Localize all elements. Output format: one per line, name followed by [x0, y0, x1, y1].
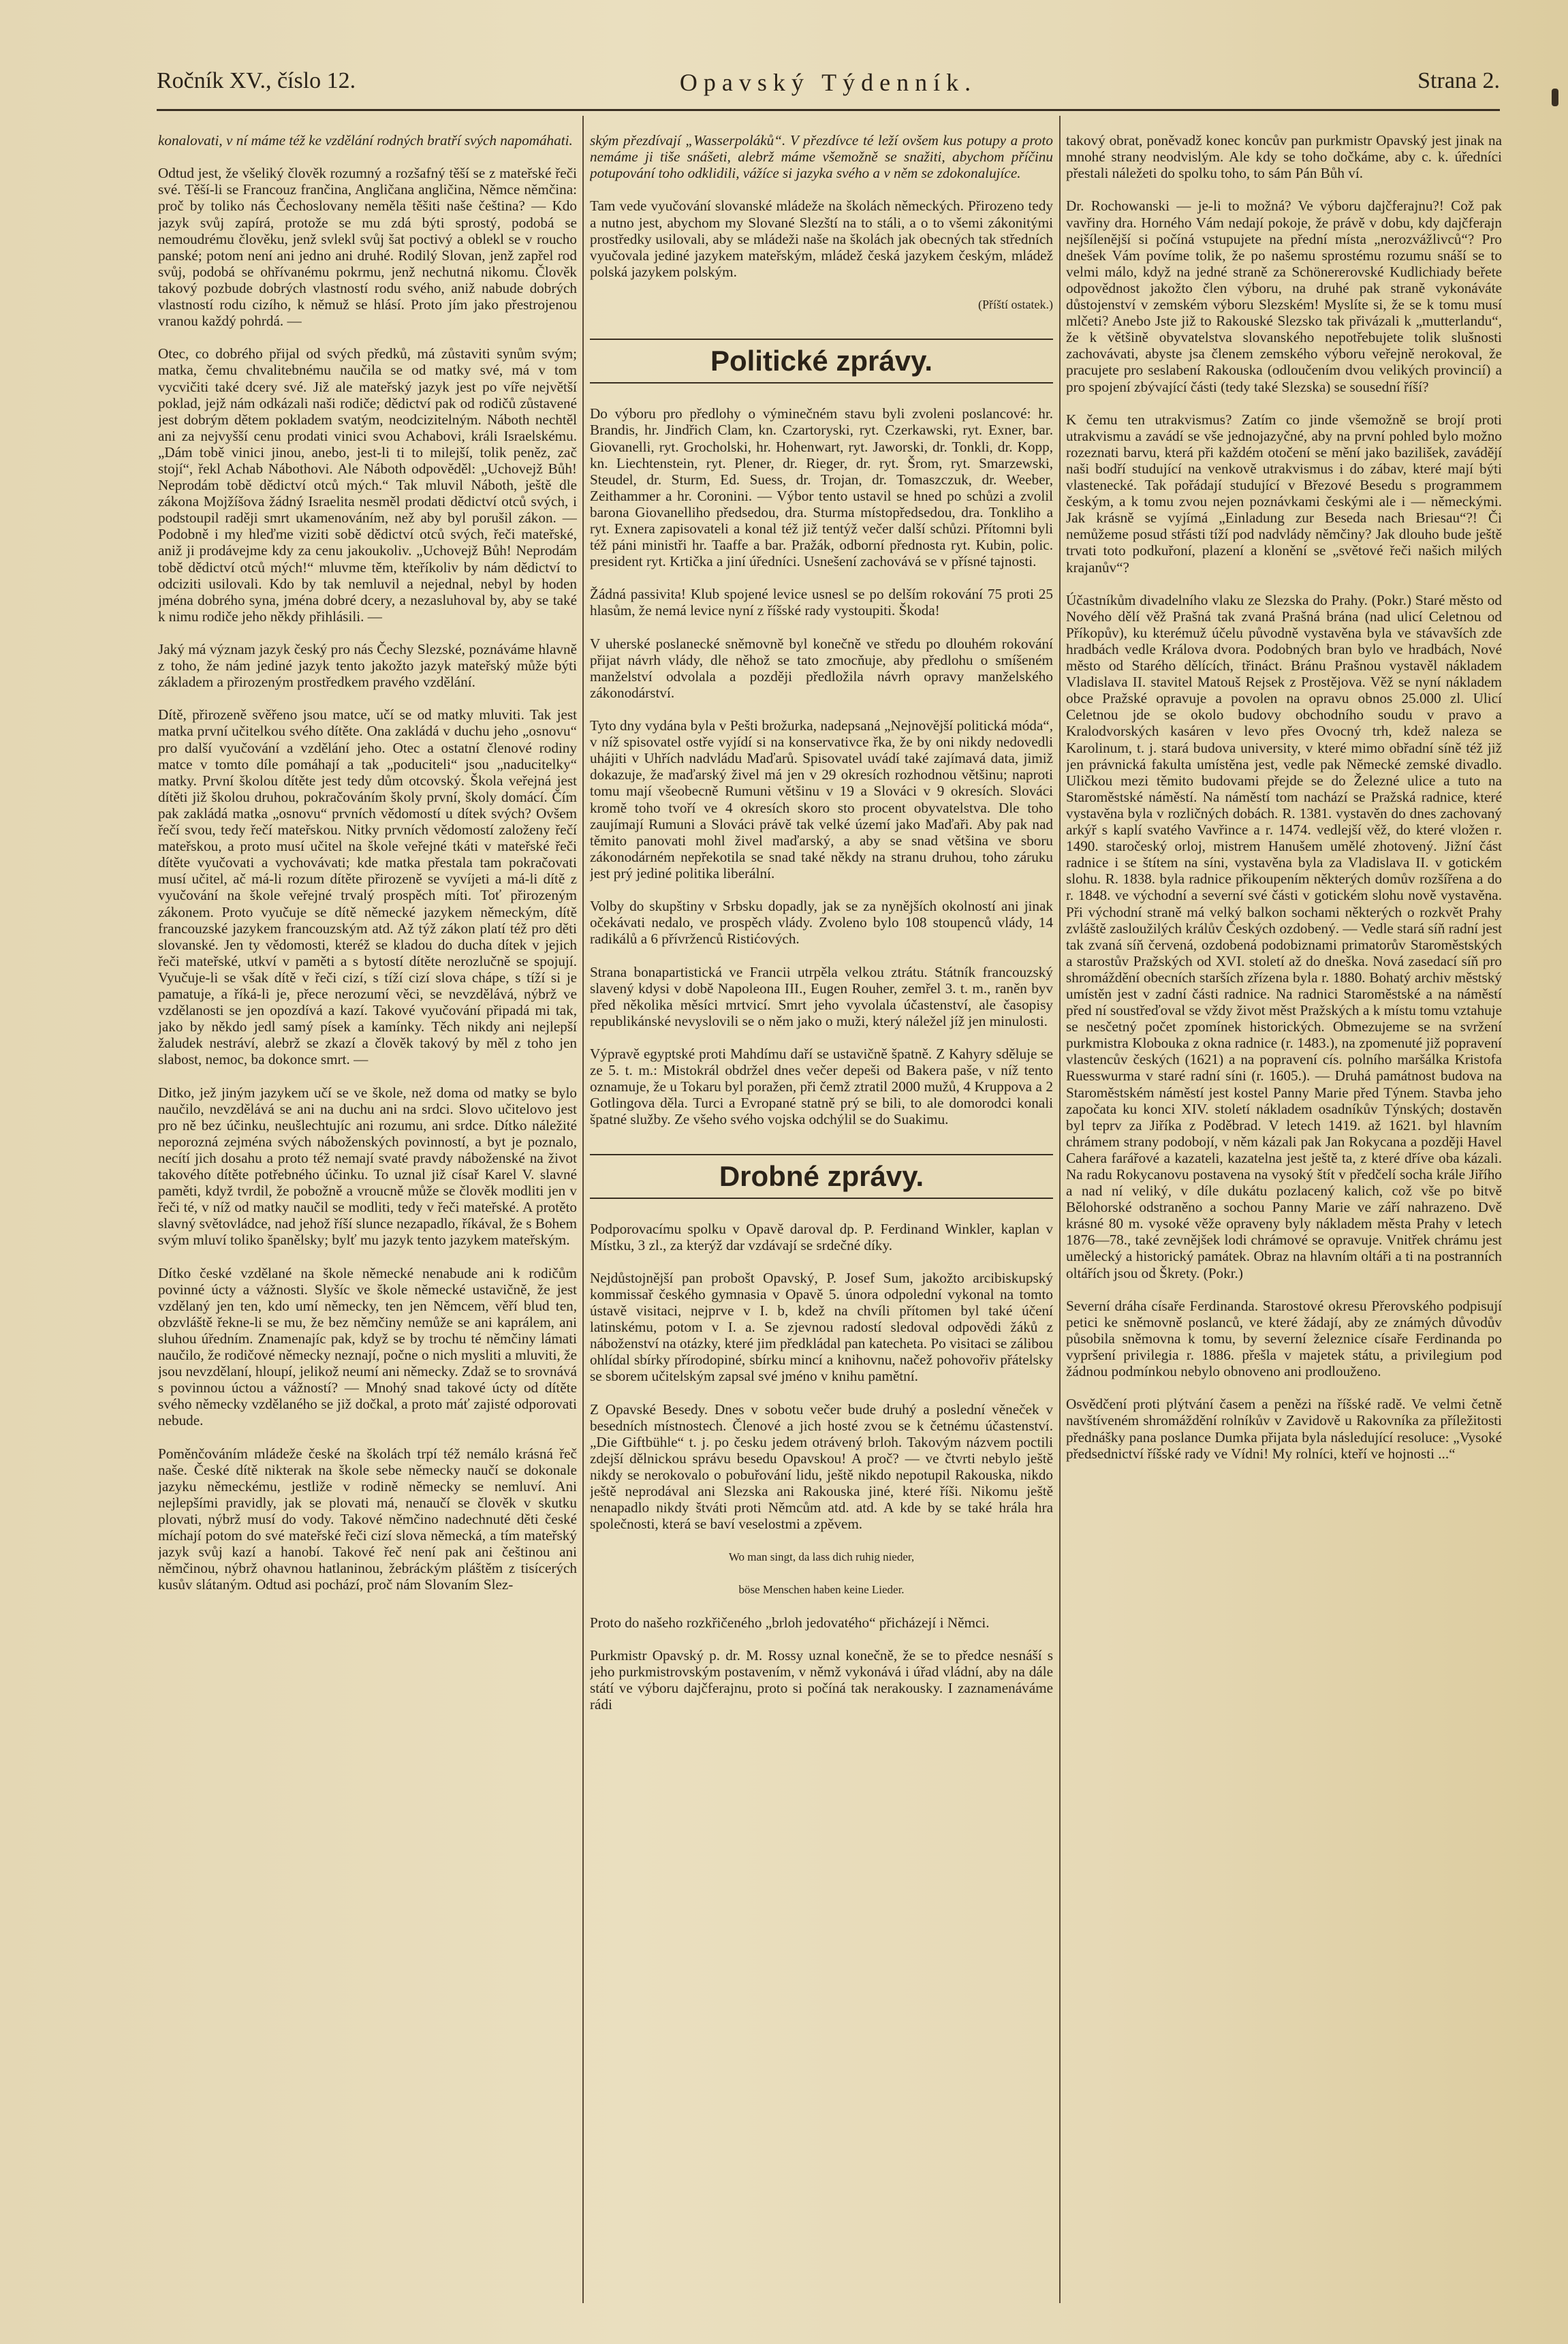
news-item: Účastníkům divadelního vlaku ze Slezska do Prahy. (Pokr.) Staré město od Nového dělí věž Prašná tak zvaná Prašná brána (nad ulicí Celetnou od Příkopův), ku kterémuž účelu původně vystavěna byla ve stávavších zde hradbách vedle Králova dvora. Podobných bran bylo ve hradbách, Nové město od Starého dělících, třináct. Bránu Prašnou vystavěl nákladem Vladislava II. stavitel Matouš Rejsek z Prostějova. Věž se nyní nákladem obce Pražské opravuje a povolen na opravu obnos 25.000 zl. Ulicí Celetnou jde se okolo budovy obchodního soudu v pravo a Kralodvorských kasáren v levo přes Ovocný trh, kdež naleza se Karolinum, t. j. stará budova university, v které mimo obřadní síně též již jen právnická fakulta umístěna jest, vedle pak Německé zemské divadlo. Uličkou mezi těmito budovami přejde se do Železné ulice a tuto na Staroměstské náměstí. Na náměstí tom nachází se Pražská radnice, které vystavěna byla v rozličných dobách. R. 1381. vystavěn do dnes zachovaný arkýř s kaplí svatého Vavřince a r. 1474. vedlejší věž, do které vložen r. 1490. staročeský orloj, mistrem Hanušem umělé zhotovený. Jižní část radnice i se štítem na síni, vystavěna byla za Vladislava II. v gotickém slohu. R. 1838. byla radnice přikoupením některých domův rozšířena a do r. 1848. ve východní a severní své části v gotickém slohu nově vystavěna. Při východní straně má velký balkon sochami některých o rozkvět Prahy zvláště zasloužilých králův Českých ozdobený. — Vedle stará síň radní jest tak zvaná síň červená, ozdobená podobiznami primatorův Staroměstských a starostův Pražských od XVI. století až do dneška. Nová zasedací síň pro shromáždění obecních starších zřízena byla r. 1880. Bohatý archiv městský umístěn jest v zadní části radnice. Na radnici Staroměstské a na náměstí před ní soustřeďoval se vždy život měst Pražských a k místu tomu vztahuje se nesčetný počet zpomínek historických. Obmezujeme se na svržení purkmistra Klobouka z okna radnice (r. 1483.), na zpomenuté již popravení vlastencův českých (1621) a na popravení cís. polního maršálka Kristofa Ruesswurma v staré radní síni (r. 1605.). — Druhá památnost budova na Staroměstském náměstí jest kostel Panny Marie před Týnem. Stavba jeho započata ku konci XIV. století nákladem osadníkův Týnských; dostavěn byl teprv za Jiříka z Poděbrad. V letech 1419. až 1621. byl hlavním chrámem strany podobojí, v něm kázali pak Jan Rokycana a později Havel Cahera farářové a kazateli, kazatelna jest ještě ta, z které dříve oba kázali. Na radu Rokycanovu postavena na vysoký štít v předčelí socha krále Jiřího a nad ní veliký, v díle dukátu pozlacený kalich, což vše po bitvě Bělohorské odstraněno a sochou Panny Marie ve září nahrazeno. Dvě krásné 80 m. vysoké věže opraveny byly nákladem města Prahy v letech 1876—78., také zevnějšek lodi chrámové se opravuje. Vnitřek chrámu jest umělecký a historický památek. Obraz na hlavním oltáři a ti na postranních oltářích jsou od Škrety. (Pokr.): [1066, 591, 1502, 1281]
news-item: takový obrat, poněvadž konec koncův pan purkmistr Opavský jest jinak na mnohé strany neodvislým. Ale kdy se toho dočkáme, aby c. k. úředníci přestali náležeti do spolku toho, to sám Pán Bůh ví.: [1066, 132, 1502, 182]
article-paragraph: Dítě, přirozeně svěřeno jsou matce, učí se od matky mluviti. Tak jest matka první učitelkou svého dítěte. Ona zakládá v duchu jeho „osnovu“ pro další vyučování a vzdělání jeho. Otec a ostatní členové rodiny matce v tomto díle pomáhají a tak „poduciteli“ jsou „naducitelky“ matky. První školou dítěte jest tedy dům otcovský. Škola veřejná jest dítěti již školou druhou, pokračováním školy první, školy domácí. Čím pak zakládá matka „osnovu“ prvních vědomostí u dítek svých? Ovšem řečí svou, tedy řečí mateřskou. Nitky prvních vědomostí založeny řečí mateřskou, a proto musí učitel na škole veřejné tkáti v mateřské řeči dítěte vyučovati a vychovávati; kde matka přestala tam pokračovati musí učitel, ač má-li rozum dítěte přirozeně se vyvíjeti a má-li dítě z vyučování na škole veřejné trvalý prospěch míti. Toť přirozeným zákonem. Proto vyučuje se dítě německé jazykem německým, dítě francouzské jazykem francouzským atd. Až týž zákon platí též pro děti slovanské. Jen ty vědomosti, kteréž se kladou do ducha dítek v jejich řeči mateřské, utkví v paměti a s bytostí dítěte nerozlučně se spojují. Vyučuje-li se však dítě v řeči cizí, s tíží cizí slova chápe, s tíží si je pamatuje, a říká-li je, přece nerozumí věci, se nevzdělává, nýbrž ve vzdělanosti se jen opozdívá a kazí. Takové vyučování připadá mi tak, jako by někdo jedl samý písek a kamínky. Těch nikdy ani nejlepší žaludek nestráví, alebrž se zkazí a člověk takový by měl z toho jen slabost, nemoc, ba dokonce smrt. —: [158, 706, 577, 1068]
news-item: Podporovacímu spolku v Opavě daroval dp. P. Ferdinand Winkler, kaplan v Místku, 3 zl., za kterýž dar vzdávají se srdečné díky.: [590, 1220, 1053, 1253]
news-item: Dr. Rochowanski — je-li to možná? Ve výboru dajčferajnu?! Což pak vavřiny dra. Horného Vám nedají pokoje, že právě v dobu, kdy dajčferajn nejšílenější si počíná vstupujete na přední místa „nerozvážlivců“? Pro dnešek Vám povíme tolik, že po našemu sprostému rozumu snáší se to velmi málo, když na jedné straně za Schönererovské Kudlichiady beřete odpovědnost jakožto člen výboru, na druhé pak straně vykonáváte důstojenství v zemském výboru Slezském! Myslíte si, že se k tomu musí mlčeti? Anebo Jste již to Rakouské Slezsko tak přivázali k „mutterlandu“, že k většině obyvatelstva slovanského nepotřebujete tolik slušnosti zachovávati, abyste jsa členem zemského výboru veřejně nerokoval, že pracujete pro seslabení Rakouska (odloučením dvou velikých provincií) a pro spojení zbývající části (tedy také Slezska) se sousední říší?: [1066, 198, 1502, 395]
article-paragraph: Ditko, jež jiným jazykem učí se ve škole, než doma od matky se bylo naučilo, nevzdělává se ani na duchu ani na srdci. Slovo učitelovo jest pro ně bez účinku, neušlechtujíc ani rozumu, ani srdce. Dítko náležité neporozná zejména svých náboženských povinností, a byt je poznalo, necítí jich dosahu a proto též nemají svaté pravdy náboženské na život takového dítěte potřebného účinku. To uznal již císař Karel V. slavné paměti, když tvrdil, že pobožně a vroucně může se člověk modliti jen v řeči té, v níž od matky naučil se modliti, tedy v řeči mateřské. A protěto slavný světovládce, nad jehož říší slunce nezapadlo, říkával, že s Bohem svým mluví toliko španělsky; bylť mu jazyk tento jazykem mateřským.: [158, 1084, 577, 1249]
news-item: Do výboru pro předlohy o výminečném stavu byli zvoleni poslancové: hr. Brandis, hr. Jindřich Clam, kn. Czartoryski, ryt. Czerkawski, ryt. Exner, bar. Giovanelli, ryt. Grocholski, hr. Hohenwart, ryt. Jaworski, dr. Tonkli, dr. Kopp, kn. Liechtenstein, ryt. Plener, dr. Rieger, dr. ryt. Šrom, ryt. Smarzewski, Steudel, dr. Sturm, Ed. Suess, dr. Trojan, dr. Tomaszczuk, dr. Weeber, Zeithammer a hr. Coronini. — Výbor tento ustavil se hned po schůzi a zvolil barona Giovanelliho předsedou, dra. Sturma místopředsedou, dra. Tonkliho a ryt. Exnera zapisovateli a konal též již tentýž večer další schůzi. Přítomni byli též páni ministři hr. Taaffe a bar. Pražák, odborní přednosta ryt. Kubin, polic. president ryt. Krtička a jiní úředníci. Usnešení zachovává se v přísné tajnosti.: [590, 405, 1053, 570]
article-paragraph: Dítko české vzdělané na škole německé nenabude ani k rodičům povinné úcty a vážnosti. Slyšíc ve škole německé ustavičně, že jest vzdělaný jen ten, kdo umí německy, ten jen Němcem, věří blud ten, obzvláště řekne-li se mu, že bez němčiny nemůže se ani kaprálem, ani sluhou úředním. Znamenajíc pak, když se by trochu té němčiny lámati naučilo, že rodičové německy neznají, počne o nich mysliti a mluviti, že jsou nevzdělaní, hloupí, jelikož neumí ani německy. Zdaž se to srovnává s povinnou úctou a vážností? — Mnohý snad takové úcty od dítěte svého německy vzdělaného se již dočkal, a proto máť zajisté odporovati nebude.: [158, 1264, 577, 1429]
article-paragraph: Otec, co dobrého přijal od svých předků, má zůstaviti synům svým; matka, čemu chvalitebnému naučila se od matky své, má v tom vycvičiti také dcery své. Již ale mateřský jazyk jest po víře největší poklad, jejž nám odkázali naši rodiče; dědictví pak od rodičů zůstavené jest dobrým dětem pokladem svatým, neodcizitelným. Náboth nechtěl ani za nejvyšší cenu prodati vinici svou Achabovi, králi Israelskému. „Dám tobě vinici jinou, anebo, jest-li ti to milejší, tolik peněz, zač stojí“, řekl Achab Nábothovi. Ale Náboth odpověděl: „Uchovejž Bůh! Neprodám tobě dědictví otců mých.“ Tak mluvil Náboth, ještě dle zákona Mojžíšova žádný Israelita nesměl prodati dědictví otců svých, i podstoupil raději smrt ukamenováním, než aby byl porušil zákon. — Podobně i my hleďme viziti sobě dědictví otců svých, řeči mateřské, aniž ji prodávejme kdy za cenu jakoukoliv. „Uchovejž Bůh! Neprodám tobě dědictví otců mých!“ mluvme těm, kteříkoliv by nám dědictví to odciziti usilovali. Kdo by tak nemluvil a nejednal, nebyl by hoden jména dobrého syna, jména dobré dcery, a nezasluhoval by, aby se také k nimu rodiče jeho někdy přihlásili. —: [158, 345, 577, 625]
page-header: [157, 61, 1500, 111]
quote-line: Wo man singt, da lass dich ruhig nieder,: [728, 1550, 915, 1563]
news-item: Výpravě egyptské proti Mahdímu daří se ustavičně špatně. Z Kahyry sděluje se ze 5. t. m.: Mistokrál obdržel dnes večer depeši od Bakera paše, v níž tento oznamuje, že u Tokaru byl poražen, při čemž ztratil 2000 mužů, 4 Kruppova a 2 Gotlingova děla. Turci a Evropané statně prý se bili, to ale domorodci konali špatné služby. Ze všeho svého vojska odchýlil se do Suakimu.: [590, 1045, 1053, 1128]
column-2: [590, 116, 1053, 2303]
column-1: [158, 116, 577, 2303]
news-item: Osvědčení proti plýtvání časem a penězi na říšské radě. Ve velmi četně navštíveném shromáždění rolníkův v Zavidově u Rakovníka za příležitosti přednášky pana poslance Dumka přijata byla následující resoluce: „Vysoké předsednictví říšské rady ve Vídni! My rolníci, kteří ve hojnosti ...“: [1066, 1396, 1502, 1462]
article-paragraph: ským přezdívají „Wasserpoláků“. V přezdívce té leží ovšem kus potupy a proto nemáme ji tiše snášeti, alebrž máme všemožně se snažiti, abychom příčinu potupování toho odklidili, vážíce si jazyka svého a v něm se zdokonalujíce.: [590, 132, 1053, 182]
news-item: Purkmistr Opavský p. dr. M. Rossy uznal konečně, že se to předce nesnáší s jeho purkmistrovským postavením, v němž vykonává i úřad vládní, aby na dále státí ve výboru dajčferajnu, proto si počíná tak nerakousky. I zaznamenáváme rádi: [590, 1647, 1053, 1713]
section-heading-short-news: Drobné zprávy.: [590, 1154, 1053, 1199]
page-number: Strana 2.: [1417, 68, 1500, 93]
news-item: Severní dráha císaře Ferdinanda. Starostové okresu Přerovského podpisují petici ke sněmovně poslanců, ve které žádají, aby ze známých důvodův působila sněmovna k tomu, by severní železnice císaře Ferdinanda po vypršení privilegia r. 1886. přešla v majetek státu, a privilegium pod žádnou podmínkou nebylo obnoveno ani prodlouženo.: [1066, 1297, 1502, 1380]
continued-note: (Příští ostatek.): [978, 298, 1053, 312]
news-item: V uherské poslanecké sněmovně byl konečně ve středu po dlouhém rokování přijat návrh vlády, dle něhož se tato zmocňuje, aby předlohu o smíšeném manželství odvolala a později předložila návrh opravy manželského zákonodárství.: [590, 635, 1053, 701]
news-item: Tyto dny vydána byla v Pešti brožurka, nadepsaná „Nejnovější politická móda“, v níž spisovatel ostře vyjídí si na konservativce řka, že by oni nikdy nedovedli uhájiti v Uhřích nadvládu Maďarů. Spisovatel uvádí také zajímavá data, jimiž dokazuje, že maďarský živel má jen v 29 okresích rozhodnou většinu; naproti tomu mají všeobecně Rumuni většinu v 19 a Slováci v 9 okresích. Slováci kromě toho tvoří ve 4 okresích skoro sto procent obyvatelstva. Dle toho zaujímají Rumuni a Slováci právě tak velké území jako Maďaři. Aby pak nad těmito panovati mohl živel maďarský, a aby se snad většina ve sboru zákonodárném nepřekotila se snad také někdy na stranu druhou, toho záruku jest prý jediné politika liberální.: [590, 717, 1053, 881]
article-paragraph: konalovati, v ní máme též ke vzdělání rodných bratří svých napomáhati.: [158, 132, 573, 149]
quote-line: böse Menschen haben keine Lieder.: [738, 1582, 905, 1596]
page-edge-mark: [1552, 89, 1558, 106]
masthead-title: Opavský Týdenník.: [679, 69, 977, 96]
article-paragraph: Jaký má význam jazyk český pro nás Čechy Slezské, poznáváme hlavně z toho, že nám jediné jazyk tento jakožto jazyk mateřský může býti základem a přirozeným prostředkem pravého vzdělání.: [158, 641, 577, 691]
article-paragraph: Poměnčováním mládeže české na školách trpí též nemálo krásná řeč naše. České dítě nikterak na škole sebe německy naučí se dokonale jazyku německému, jestliže v rodině německy se nemluví. Ani nejlepšími pravidly, jak se plovati má, nenaučí se člověk v skutku plovati, nýbrž musí do vody. Takové němčino nadechnuté děti české míchají potom do své mateřské řeči cizí slova německá, a tím mateřský jazyk svůj kazí a hanobí. Takové řeč není pak ani češtinou ani němčinou, nýbrž ohavnou hatlaninou, žebráckým pláštěm z tisícerých kusův slátaným. Odtud asi pochází, proč nám Slovaním Slez-: [158, 1445, 577, 1593]
article-paragraph: Tam vede vyučování slovanské mládeže na školách německých. Přirozeno tedy a nutno jest, abychom my Slované Slezští na to stáli, a o to všemi zákonitými prostředky usilovali, aby se mládeži naše na školách jak obecných tak středních vyučovala jediné jazykem mateřským, mládež česká jazykem českým, mládež polská jazykem polským.: [590, 198, 1053, 280]
news-item: Proto do našeho rozkřičeného „brloh jedovatého“ přicházejí i Němci.: [590, 1614, 990, 1631]
issue-number: Ročník XV., číslo 12.: [157, 68, 356, 93]
news-item: Volby do skupštiny v Srbsku dopadly, jak se za nynějších okolností ani jinak očekávati nedalo, ve prospěch vlády. Zvoleno bylo 108 stoupenců vlády, 14 radikálů a 6 přívrženců Ristićových.: [590, 898, 1053, 948]
column-3: [1066, 116, 1502, 2303]
news-item: K čemu ten utrakvismus? Zatím co jinde všemožně se brojí proti utrakvismu a zavádí se vše jednojazyčné, aby na první pohled bylo možno rozeznati barvu, která při každém otočení se mění jako bazilišek, zavádějí naši bodří studující na venkově utrakvismus i do zábav, které mají býti vlastenecké. Tak pořádají studující v Březové Besedu s programmem českým, a k tomu zvou nejen poznávkami českými ale i — německými. Jak krásně se vyjímá „Einladung zur Beseda nach Briesau“?! Či nemůžeme posud střásti tíží pod nadvlády němčiny? Jak dlouho bude ještě trvati toto podkuřoní, plazení a klonění se „světové řeči našich milých krajanův“?: [1066, 411, 1502, 576]
news-item: Žádná passivita! Klub spojené levice usnesl se po delším rokování 75 proti 25 hlasům, že nemá levice nyní z říšské rady vystoupiti. Škoda!: [590, 586, 1053, 619]
column-divider-2: [1059, 116, 1061, 2303]
article-paragraph: Odtud jest, že všeliký člověk rozumný a rozšafný těší se z mateřské řeči své. Těší-li se Francouz frančina, Angličana angličina, Němce němčina: proč by toliko nás Čechoslovany neměla těšiti naše čeština? — Kdo jazyk svůj zapírá, protože se mu zdá býti sprostý, podobá se nemoudrému člověku, jenž svlekl svůj šat poctivý a oblekl se v roucho panské; potom není ani jedno ani druhé. Rodilý Slovan, jenž zapřel rod svůj, podobá se ohřívanému pokrmu, jenž nechutná nikomu. Člověk takový pozbude dobrých vlastností rodu svého, aniž nabude dobrých vlastností rodu cizího, k němuž se hlásí. Proto jím jako přestrojenou vranou každý pohrdá. —: [158, 165, 577, 330]
news-item: Nejdůstojnější pan probošt Opavský, P. Josef Sum, jakožto arcibiskupský kommissař českého gymnasia v Opavě 5. února odpolední vykonal na tomto ústavě visitaci, nejprve v I. b, kdež na chvíli přítomen byl také účení latinskému, potom v I. a. Se zjevnou radostí sledoval odpovědi žáků z náboženství na otázky, které jim předkládal pan katecheta. Po visitaci se zálibou ohlídal sbírky přírodopiné, sbírku mincí a knihovnu, načež pohovořiv přátelsky se sborem učitelským zapsal své jméno v knihu pamětní.: [590, 1269, 1053, 1385]
section-heading-political-news: Politické zprávy.: [590, 339, 1053, 384]
column-divider-1: [582, 116, 584, 2303]
news-item: Strana bonapartistická ve Francii utrpěla velkou ztrátu. Státník francouzský slavený kdysi v době Napoleona III., Eugen Rouher, zemřel 3. t. m., raněn byv před několika měsíci mrtvicí. Smrt jeho vyvolala účastenství, ale časopisy republikánské nevyslovili se o něm jako o muži, který náležel jíž jen minulosti.: [590, 963, 1053, 1029]
news-item: Z Opavské Besedy. Dnes v sobotu večer bude druhý a poslední věneček v besedních místnostech. Členové a jich hosté zvou se k četnému účastenství. „Die Giftbühle“ t. j. po česku jedem otrávený brloh. Takovým názvem poctili zdejší dělnickou správu besedu Opavskou! A proč? — ve čtvrti nebylo ještě nikdy se nerokovalo o pobuřování lidu, ještě nikdo nepotupil Rakouska, nikdo ještě neprodával ani Slezska ani Rakouska jiné, které říši. Nikomu ještě nenapadlo nikdy štváti proti Němcům atd. atd. A kde by se také hrála hra společnosti, která se baví veselostmi a zpěvem.: [590, 1401, 1053, 1533]
